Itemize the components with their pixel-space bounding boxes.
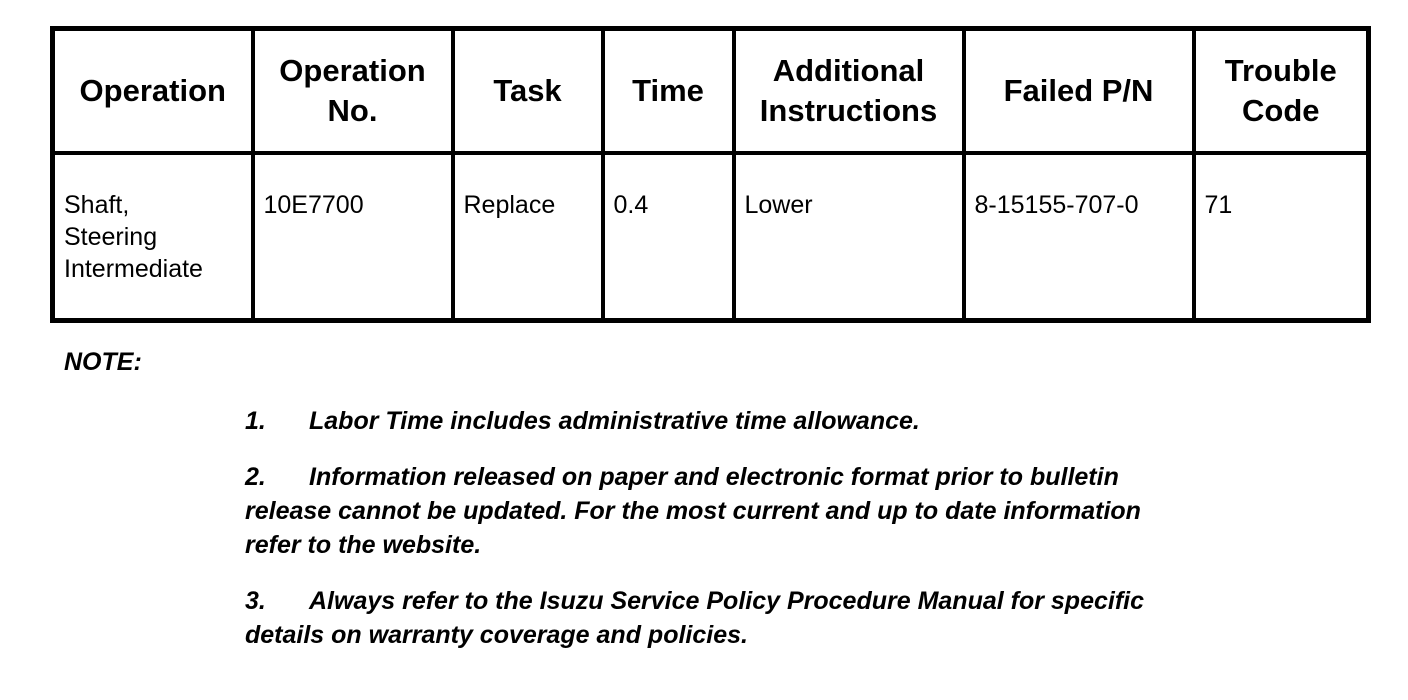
note-number: 3. bbox=[245, 587, 266, 615]
cell-additional-instructions: Lower bbox=[734, 153, 964, 321]
note-text: refer to the website. bbox=[245, 531, 482, 559]
note-text: release cannot be updated. For the most current and up to date information bbox=[245, 497, 1141, 525]
header-failed-pn: Failed P/N bbox=[964, 29, 1194, 154]
header-additional-instructions: Additional Instructions bbox=[734, 29, 964, 154]
note-text: Always refer to the Isuzu Service Policy Procedure Manual for specific bbox=[309, 587, 1145, 615]
note-text: Information released on paper and electronic format prior to bulletin bbox=[309, 463, 1119, 491]
cell-task: Replace bbox=[453, 153, 603, 321]
note-list bbox=[245, 404, 1285, 674]
note-text: Labor Time includes administrative time allowance. bbox=[309, 407, 920, 435]
note-item-2 bbox=[245, 460, 1285, 562]
cell-failed-pn: 8-15155-707-0 bbox=[964, 153, 1194, 321]
note-item-3 bbox=[245, 584, 1285, 652]
header-operation-no: Operation No. bbox=[253, 29, 453, 154]
table-header-row bbox=[53, 29, 1369, 154]
header-trouble-code: Trouble Code bbox=[1194, 29, 1369, 154]
labor-operation-table bbox=[50, 26, 1371, 323]
cell-trouble-code: 71 bbox=[1194, 153, 1369, 321]
note-item-1 bbox=[245, 404, 1285, 438]
header-time: Time bbox=[603, 29, 734, 154]
note-text: details on warranty coverage and policies. bbox=[245, 621, 748, 649]
cell-operation-no: 10E7700 bbox=[253, 153, 453, 321]
note-number: 2. bbox=[245, 463, 266, 491]
note-label: NOTE: bbox=[64, 348, 142, 376]
header-operation: Operation bbox=[53, 29, 253, 154]
cell-time: 0.4 bbox=[603, 153, 734, 321]
table-row bbox=[53, 153, 1369, 321]
header-task: Task bbox=[453, 29, 603, 154]
note-number: 1. bbox=[245, 407, 266, 435]
cell-operation: Shaft, Steering Intermediate bbox=[53, 153, 253, 321]
